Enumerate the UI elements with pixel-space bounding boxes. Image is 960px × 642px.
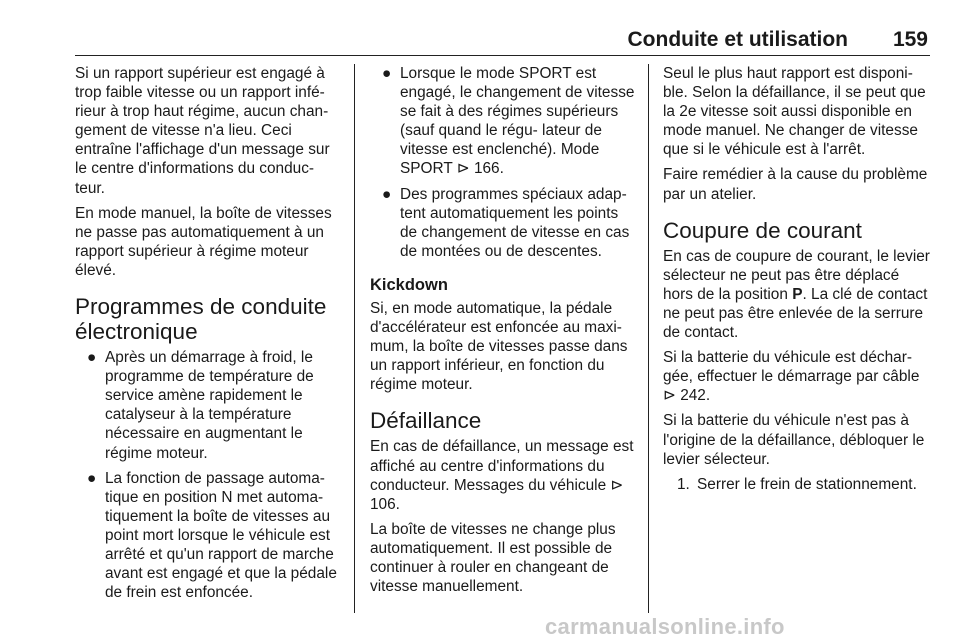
page-reference-link[interactable]: 242.: [680, 387, 711, 405]
list-item: ● Après un démarrage à froid, le programme de température de service amène rapidement le catalyseur à la température nécessaire en augmentant le régime moteur.: [87, 349, 314, 462]
bullet-icon: ●: [87, 469, 97, 487]
column-2: [370, 64, 635, 602]
position-label: P: [792, 285, 803, 303]
page-ref-arrow-icon: ⊳: [610, 476, 624, 494]
section-title: Conduite et utilisation: [627, 28, 848, 51]
paragraph: Si la batterie du véhicule n'est pas à l'origine de la défaillance, débloquer le levier sélecteur.: [663, 412, 925, 468]
bullet-icon: ●: [382, 65, 392, 82]
paragraph: En cas de coupure de courant, le levier sélecteur ne peut pas être déplacé hors de la position P. La clé de contact ne peut pas être enlevée de la serrure de contact.: [663, 247, 930, 342]
paragraph: Seul le plus haut rapport est disponi- ble. Selon la défaillance, il se peut que la 2e vitesse soit aussi disponible en mode manuel. Ne changer de vitesse que si le véhicule est à l'arrêt.: [663, 65, 926, 159]
paragraph: Si, en mode automatique, la pédale d'accélérateur est enfoncée au maxi- mum, la boîte de vitesses passe dans un rapport inférieur, en fonction du régime moteur.: [370, 299, 628, 394]
watermark-text: carmanualsonline.info: [545, 614, 785, 639]
paragraph: La boîte de vitesses ne change plus automatiquement. Il est possible de continuer à rouler en changeant de vitesse manuellement.: [370, 520, 616, 596]
page-number: 159: [892, 28, 928, 51]
subheading-kickdown: Kickdown: [370, 275, 448, 294]
list-item: ● La fonction de passage automa- tique en position N met automa- tiquement la boîte de vitesses au point mort lorsque le véhicule est arrêté et qu'un rapport de marche avant est engagé et que la pédale de frein est enfoncée.: [87, 469, 337, 602]
column-3: [663, 64, 933, 494]
section-heading: Défaillance: [370, 408, 482, 434]
page-header: [60, 28, 930, 54]
list-item: ● Des programmes spéciaux adap- tent automatiquement les points de changement de vitesse en cas de montées ou de descentes.: [382, 185, 630, 260]
section-heading: Coupure de courant: [663, 217, 862, 243]
numbered-list: [663, 475, 933, 494]
paragraph: Si un rapport supérieur est engagé à trop faible vitesse ou un rapport infé- rieur à trop haut régime, aucun chan- gement de vitesse n'a lieu. Ceci entraîne l'affichage d'un message sur le centre d'informations du conduc- teur.: [75, 65, 330, 197]
paragraph: Faire remédier à la cause du problème par un atelier.: [663, 166, 928, 203]
bullet-icon: ●: [87, 349, 97, 367]
column-divider-2: [648, 64, 649, 613]
column-divider-1: [354, 64, 355, 613]
bullet-icon: ●: [382, 185, 392, 203]
paragraph: Si la batterie du véhicule est déchar- gée, effectuer le démarrage par câble ⊳ 242.: [663, 349, 920, 405]
header-rule: [75, 55, 930, 56]
page-ref-arrow-icon: ⊳: [663, 387, 676, 405]
step-number: 1.: [677, 475, 690, 493]
list-item: ● Lorsque le mode SPORT est engagé, le changement de vitesse se fait à des régimes supérieurs (sauf quand le régu- lateur de vitesse est enclenché). Mode SPORT ⊳ 166.: [382, 65, 635, 178]
bullet-list: [75, 348, 343, 602]
page-ref-arrow-icon: ⊳: [456, 160, 470, 178]
bullet-list: [370, 64, 635, 261]
paragraph: En mode manuel, la boîte de vitesses ne passe pas automatiquement à un rapport supérieur à régime moteur élevé.: [75, 204, 332, 279]
page-reference-link[interactable]: 166.: [473, 160, 504, 178]
paragraph: En cas de défaillance, un message est affiché au centre d'informations du conducteur. Messages du véhicule ⊳ 106.: [370, 438, 634, 513]
list-item: 1. Serrer le frein de stationnement.: [677, 475, 917, 493]
page-reference-link[interactable]: 106.: [370, 495, 400, 513]
column-1: [75, 64, 343, 608]
section-heading: Programmes de conduite électronique: [75, 294, 327, 345]
